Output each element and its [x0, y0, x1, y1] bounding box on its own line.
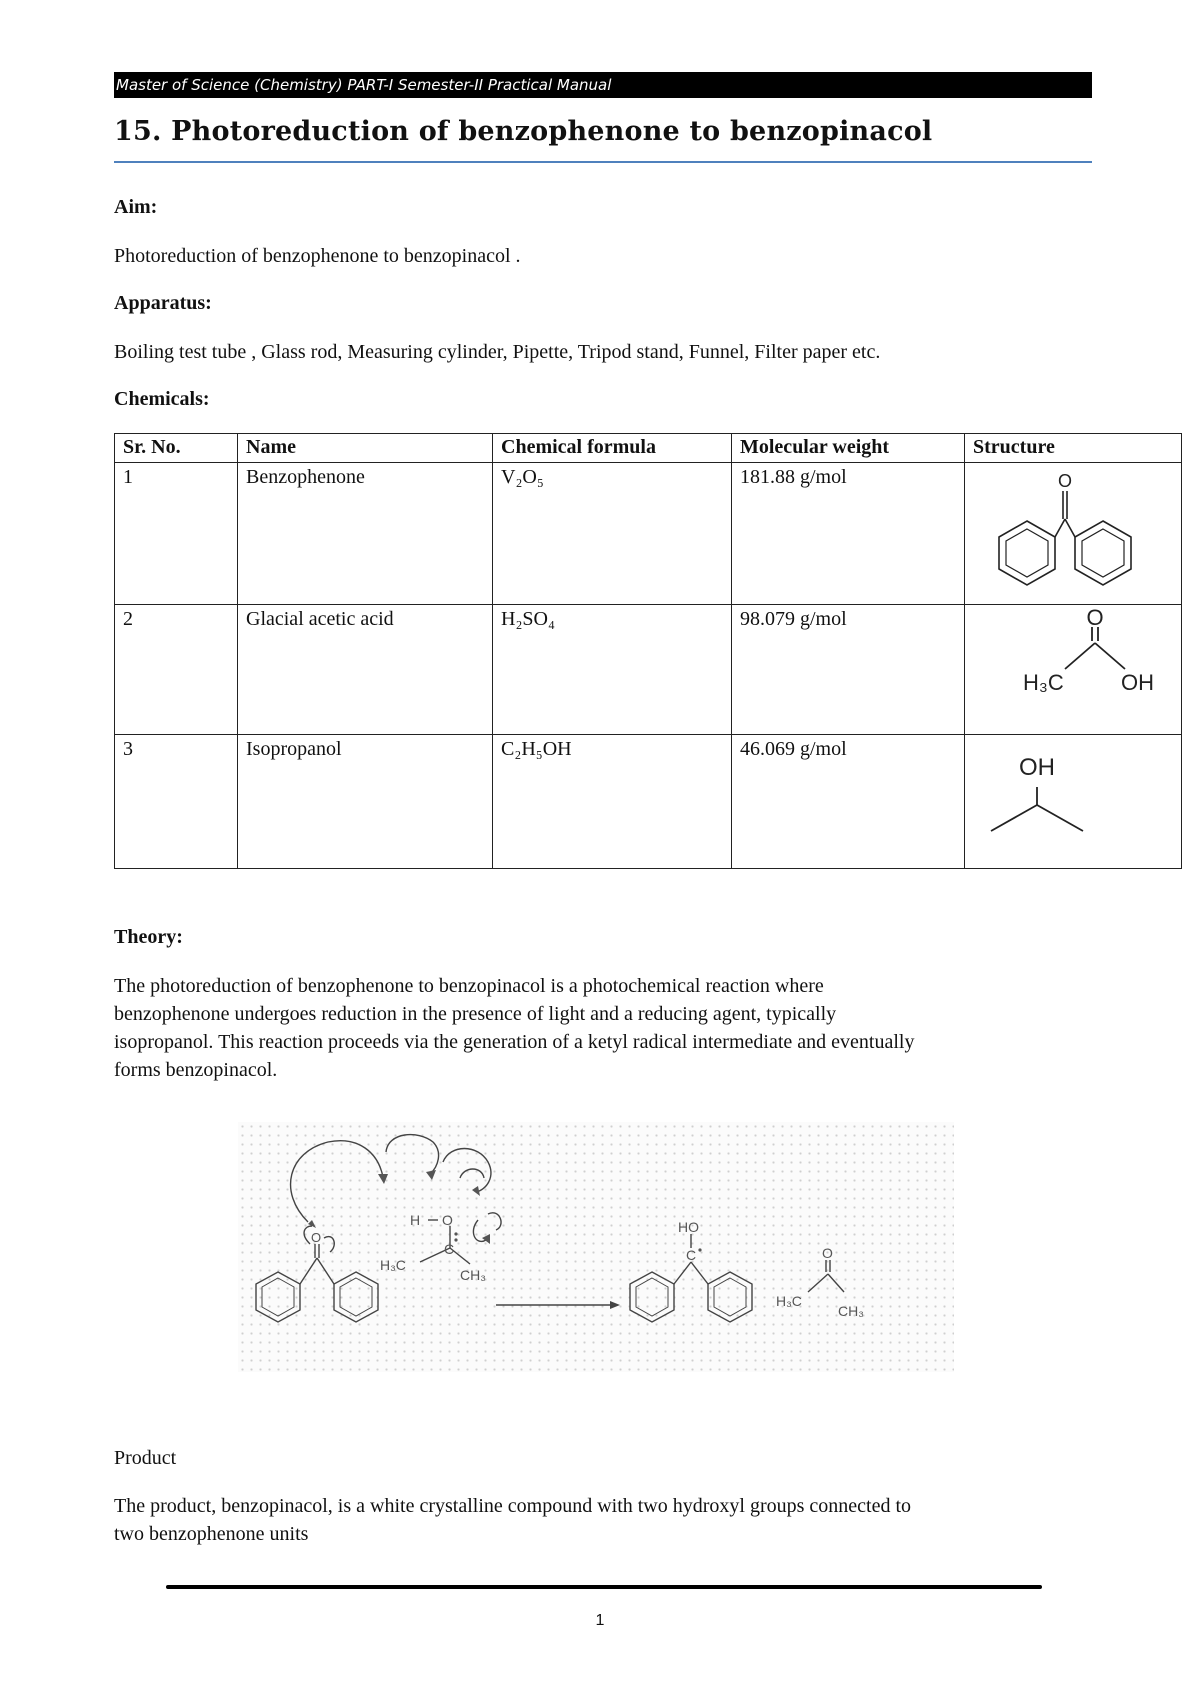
molecular-weight-cell: 98.079 g/mol — [732, 605, 965, 735]
title-underline — [114, 161, 1092, 163]
reaction-scheme-drawing — [238, 1122, 954, 1372]
structure-cell — [965, 605, 1182, 735]
hydroxyl-label: OH — [1019, 754, 1055, 781]
apparatus-heading: Apparatus: — [114, 292, 212, 314]
oxygen-label: O — [1057, 471, 1073, 491]
acetone-methyl-right-label: CH₃ — [838, 1303, 864, 1319]
table-row — [115, 735, 1182, 869]
aim-text: Photoreduction of benzophenone to benzopinacol . — [114, 245, 521, 267]
column-header: Sr. No. — [115, 434, 238, 463]
molecular-weight-cell: 46.069 g/mol — [732, 735, 965, 869]
apparatus-text: Boiling test tube , Glass rod, Measuring cylinder, Pipette, Tripod stand, Funnel, Filter paper etc. — [114, 341, 881, 363]
table-row — [115, 463, 1182, 605]
running-header: Master of Science (Chemistry) PART-I Semester-II Practical Manual — [114, 72, 1092, 98]
structure-cell — [965, 735, 1182, 869]
theory-line: The photoreduction of benzophenone to benzopinacol is a photochemical reaction where — [114, 975, 824, 997]
methyl-label: H₃C — [1023, 670, 1064, 695]
carbon-label: C — [444, 1241, 455, 1257]
theory-heading: Theory: — [114, 926, 183, 948]
methyl-left-label: H₃C — [380, 1257, 406, 1273]
carbonyl-oxygen-label: O — [311, 1230, 322, 1245]
table-header-row — [115, 434, 1182, 463]
acetone-methyl-left-label: H₃C — [776, 1293, 802, 1309]
formula-cell: C₂H₅OH — [493, 735, 732, 869]
footer-rule — [166, 1585, 1042, 1589]
product-paragraph — [114, 1492, 911, 1548]
page-title: 15. Photoreduction of benzophenone to benzopinacol — [114, 116, 933, 147]
hydroxyl-label: OH — [1121, 670, 1154, 695]
sr-no-cell: 2 — [115, 605, 238, 735]
sr-no-cell: 1 — [115, 463, 238, 605]
name-cell: Benzophenone — [238, 463, 493, 605]
formula-cell: V₂O₅ — [493, 463, 732, 605]
methyl-right-label: CH₃ — [460, 1267, 486, 1283]
name-cell: Isopropanol — [238, 735, 493, 869]
chemicals-table — [114, 433, 1182, 869]
acetone-oxygen-label: O — [822, 1245, 833, 1261]
product-line: two benzophenone units — [114, 1523, 309, 1545]
hydroxyl-oxygen-label: O — [442, 1212, 453, 1228]
theory-line: benzophenone undergoes reduction in the presence of light and a reducing agent, typically — [114, 1003, 837, 1025]
chemicals-heading: Chemicals: — [114, 388, 210, 410]
radical-carbon-label: C — [686, 1247, 697, 1263]
aim-heading: Aim: — [114, 196, 158, 218]
theory-paragraph — [114, 972, 914, 1084]
table-row — [115, 605, 1182, 735]
column-header: Chemical formula — [493, 434, 732, 463]
structure-cell — [965, 463, 1182, 605]
sr-no-cell: 3 — [115, 735, 238, 869]
column-header: Name — [238, 434, 493, 463]
theory-line: isopropanol. This reaction proceeds via the generation of a ketyl radical intermediate and eventually — [114, 1031, 915, 1053]
column-header: Structure — [965, 434, 1182, 463]
oxygen-label: O — [1086, 605, 1104, 630]
column-header: Molecular weight — [732, 434, 965, 463]
benzophenone-structure — [965, 463, 1165, 603]
ho-label: HO — [678, 1219, 699, 1235]
hydrogen-label: H — [410, 1212, 421, 1228]
reaction-scheme — [238, 1122, 954, 1372]
molecular-weight-cell: 181.88 g/mol — [732, 463, 965, 605]
formula-cell: H₂SO₄ — [493, 605, 732, 735]
name-cell: Glacial acetic acid — [238, 605, 493, 735]
isopropanol-structure — [965, 735, 1165, 867]
page-number: 1 — [595, 1612, 605, 1629]
theory-line: forms benzopinacol. — [114, 1059, 278, 1081]
acetic-acid-structure — [965, 605, 1165, 733]
product-heading: Product — [114, 1447, 177, 1469]
product-line: The product, benzopinacol, is a white crystalline compound with two hydroxyl groups connected to — [114, 1495, 912, 1517]
